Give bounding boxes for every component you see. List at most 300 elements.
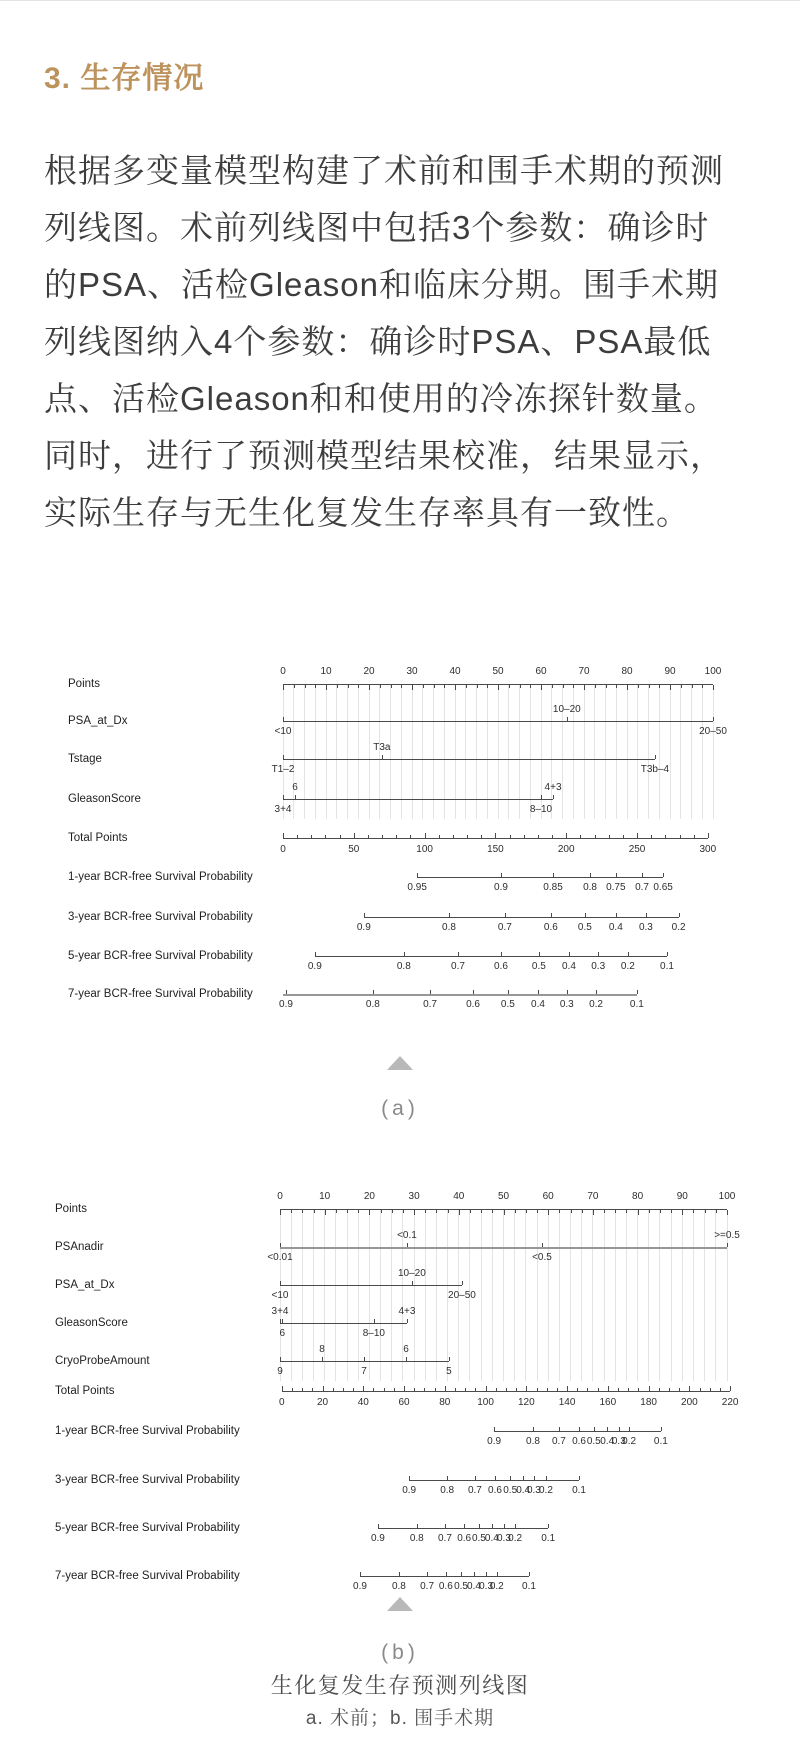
tick-label: 0.7 [497,922,512,933]
tick-label: 0.4 [561,961,576,972]
tick-label: 0.6 [457,1533,472,1544]
tick-label: 0.5 [503,1485,518,1496]
nomogram-chart-b [0,1,800,1758]
tick-label: 4+3 [544,782,562,793]
tick-label: 0.9 [402,1485,417,1496]
axis-tick [515,1524,516,1528]
axis-tick [537,1388,538,1391]
axis-tick [638,1388,639,1391]
axis-tick [461,1572,462,1576]
axis-tick [546,1476,547,1480]
tick-label: 0.85 [543,882,563,893]
axis-tick [679,1388,680,1391]
tick-label: 0.6 [572,1436,586,1447]
tick-label: 0.65 [653,882,673,893]
axis-tick [424,1388,425,1391]
axis-tick [615,1210,616,1213]
axis-tick [373,1388,374,1391]
nomogram-row-label: Total Points [68,832,128,844]
paragraph-line: 根据多变量模型构建了术前和围手术期的预测 [44,152,724,189]
paragraph-line: 同时，进行了预测模型结果校准，结果显示， [44,437,724,474]
tick-label: 250 [628,844,646,855]
axis-tick [559,1427,560,1431]
axis-tick [475,1388,476,1391]
tick-label: 80 [632,1191,644,1202]
tick-label: 7 [361,1366,367,1377]
tick-label: 100 [718,1191,736,1202]
tick-label: 0.1 [653,1436,668,1447]
tick-label: 0.3 [496,1533,511,1544]
gridline [671,1210,672,1381]
tick-label: 0.1 [572,1485,586,1496]
tick-label: 100 [416,844,433,855]
axis-tick [280,1319,281,1323]
axis-tick [494,1427,495,1431]
figure-caption-sub: a. 术前；b. 围手术期 [305,1708,495,1729]
tick-label: <0.01 [267,1252,293,1263]
tick-label: <10 [274,726,292,737]
tick-label: 10–20 [397,1268,426,1279]
nomogram-row-label: GleasonScore [55,1317,128,1329]
tick-label: 200 [557,844,575,855]
axis-tick [506,1388,507,1391]
axis-tick [378,1524,379,1528]
tick-label: 60 [542,1191,554,1202]
axis-tick [292,1388,293,1391]
axis-tick [412,1281,413,1285]
tick-label: 0 [279,1397,285,1408]
nomogram-row-label: GleasonScore [68,793,141,805]
tick-label: 0.9 [307,961,322,972]
axis-tick [504,1524,505,1528]
axis-tick [497,1572,498,1576]
tick-label: 8–10 [362,1328,385,1339]
axis-tick [649,1386,650,1391]
axis-tick [567,1386,568,1391]
axis-tick [604,1210,605,1213]
axis-tick [481,1210,482,1213]
tick-label: <10 [271,1290,289,1301]
axis-tick [336,1210,337,1213]
axis-tick [302,1210,303,1213]
axis-tick [417,1524,418,1528]
gridline [682,1210,683,1381]
axis-tick [302,1388,303,1391]
tick-label: 0.9 [487,1436,502,1447]
axis-tick [619,1427,620,1431]
tick-label: 6 [292,782,298,793]
tick-label: 0.3 [611,1436,626,1447]
axis-tick [465,1388,466,1391]
axis-tick [628,1388,629,1391]
nomogram-row-label: PSAnadir [55,1241,104,1253]
axis-tick [629,1427,630,1431]
tick-label: 220 [721,1397,739,1408]
axis-tick [593,1210,594,1215]
tick-label: 0.7 [635,882,649,893]
tick-label: 30 [406,666,418,677]
axis-tick [403,1210,404,1213]
tick-label: 0.9 [353,1581,367,1592]
tick-label: 0.2 [508,1533,523,1544]
axis-tick [693,1210,694,1213]
axis-tick [594,1427,595,1431]
tick-label: 0.1 [629,999,644,1010]
tick-label: 0 [280,844,286,855]
axis-tick [649,1210,650,1213]
axis-tick [486,1572,487,1576]
axis-tick [571,1210,572,1213]
figure-caption: 生化复发生存预测列线图 [270,1673,530,1698]
tick-label: 0.1 [660,961,674,972]
axis-tick [548,1210,549,1215]
paragraph-line: 列线图。术前列线图中包括3个参数：确诊时 [44,209,710,246]
tick-label: 0.5 [577,922,592,933]
tick-label: 0.5 [531,961,546,972]
tick-label: 0.5 [500,999,515,1010]
axis-tick [587,1388,588,1391]
gridline [380,1210,381,1381]
axis-tick [459,1210,460,1215]
gridline [537,1210,538,1381]
tick-label: 0.3 [638,922,653,933]
gridline [358,1210,359,1381]
axis-tick [579,1476,580,1480]
tick-label: 0.7 [467,1485,482,1496]
tick-label: 0.8 [396,961,411,972]
tick-label: 0.9 [370,1533,385,1544]
tick-label: 0.8 [409,1533,424,1544]
tick-label: 0 [277,1191,283,1202]
tick-label: 0.6 [488,1485,502,1496]
axis-tick [671,1210,672,1213]
gridline [369,1210,370,1381]
tick-label: 100 [704,666,722,677]
tick-label: 200 [681,1397,698,1408]
axis-tick [492,1210,493,1213]
gridline [581,1210,582,1381]
gridline [548,1210,549,1381]
tick-label: 0.2 [671,922,686,933]
axis-tick [529,1572,530,1576]
axis-tick [445,1524,446,1528]
tick-label: 90 [664,666,676,677]
tick-label: 0.2 [622,1436,637,1447]
tick-label: 4+3 [398,1306,416,1317]
axis-tick [280,1243,281,1247]
axis-tick [364,1357,365,1361]
axis-tick [659,1388,660,1391]
axis-tick [510,1476,511,1480]
axis-tick [515,1210,516,1213]
gridline [514,1210,515,1381]
tick-label: 10 [320,666,332,677]
tick-label: 0.3 [591,961,606,972]
tick-label: >=0.5 [714,1230,740,1241]
nomogram-row-label: Points [68,678,100,690]
axis-tick [470,1210,471,1213]
axis-tick [282,1386,283,1391]
tick-label: 0.3 [526,1485,541,1496]
axis-tick [414,1388,415,1391]
axis-tick [474,1572,475,1576]
tick-label: 0.4 [484,1533,499,1544]
axis-tick [363,1386,364,1391]
tick-label: 0.8 [583,882,597,893]
nomogram-row-label: 5-year BCR-free Survival Probability [55,1522,240,1534]
axis-line [282,1391,730,1392]
axis-tick [414,1210,415,1215]
axis-tick [407,1319,408,1323]
tick-label: 0.4 [467,1581,481,1592]
tick-label: 0.5 [454,1581,468,1592]
gridline [492,1210,493,1381]
tick-label: 100 [477,1397,494,1408]
tick-label: 0.1 [522,1581,536,1592]
axis-tick [716,1210,717,1213]
axis-tick [579,1427,580,1431]
tick-label: <0.5 [532,1252,552,1263]
axis-tick [682,1210,683,1215]
tick-label: 0.7 [451,961,465,972]
gridline [637,1210,638,1381]
axis-tick [730,1386,731,1391]
gridline [570,1210,571,1381]
axis-tick [427,1572,428,1576]
tick-label: 0.3 [479,1581,494,1592]
axis-tick [598,1388,599,1391]
tick-label: 90 [676,1191,688,1202]
gridline [693,1210,694,1381]
tick-label: 0.4 [531,999,545,1010]
tick-label: 20 [363,1191,375,1202]
tick-label: 0.9 [279,999,293,1010]
axis-tick [323,1386,324,1391]
tick-label: 0.6 [543,922,558,933]
tick-label: 20–50 [448,1290,476,1301]
axis-tick [347,1210,348,1213]
axis-tick [436,1210,437,1213]
nomogram-row-label: 3-year BCR-free Survival Probability [55,1474,240,1486]
axis-tick [360,1572,361,1576]
axis-tick [669,1388,670,1391]
gridline [659,1210,660,1381]
tick-label: 0.2 [620,961,635,972]
nomogram-row-label: 3-year BCR-free Survival Probability [68,911,253,923]
axis-tick [626,1210,627,1213]
tick-label: 0.7 [420,1581,435,1592]
axis-tick [660,1210,661,1213]
axis-line [409,1480,579,1481]
gridline [559,1210,560,1381]
tick-label: T3b–4 [640,764,670,775]
axis-tick [394,1388,395,1391]
tick-label: 0 [280,666,286,677]
axis-tick [607,1427,608,1431]
tick-label: 0.8 [440,1485,455,1496]
nomogram-row-label: Points [55,1203,87,1215]
collapse-arrow-icon[interactable] [387,1056,413,1070]
axis-tick [534,1476,535,1480]
axis-line [378,1528,548,1529]
axis-tick [689,1386,690,1391]
tick-label: 40 [357,1397,369,1408]
gridline [615,1210,616,1381]
tick-label: 150 [487,844,504,855]
tick-label: 3+4 [271,1306,289,1317]
tick-label: 0.2 [489,1581,504,1592]
nomogram-row-label: 7-year BCR-free Survival Probability [55,1570,240,1582]
axis-tick [559,1210,560,1213]
tick-label: 40 [449,666,461,677]
collapse-arrow-icon[interactable] [387,1597,413,1611]
gridline [347,1210,348,1381]
tick-label: 80 [621,666,633,677]
axis-tick [447,1476,448,1480]
tick-label: 140 [558,1397,576,1408]
tick-label: 30 [408,1191,420,1202]
axis-tick [343,1388,344,1391]
axis-line [280,1323,407,1324]
axis-tick [479,1524,480,1528]
axis-line [280,1285,462,1286]
axis-tick [523,1476,524,1480]
axis-tick [700,1388,701,1391]
axis-line [280,1361,449,1362]
tick-label: 0.6 [494,961,508,972]
tick-label: 0.8 [526,1436,540,1447]
nomogram-row-label: 1-year BCR-free Survival Probability [55,1425,240,1437]
axis-tick [280,1357,281,1361]
axis-tick [495,1476,496,1480]
gridline [648,1210,649,1381]
axis-tick [464,1524,465,1528]
nomogram-row-label: 7-year BCR-free Survival Probability [68,988,253,1000]
axis-tick [492,1524,493,1528]
axis-tick [445,1386,446,1391]
axis-tick [392,1210,393,1213]
axis-tick [325,1210,326,1215]
paragraph-line: 列线图纳入4个参数：确诊时PSA、PSA最低 [44,323,712,360]
gridline [503,1210,504,1381]
axis-line [280,1247,727,1249]
tick-label: 10–20 [552,704,581,715]
axis-tick [404,1386,405,1391]
tick-label: 300 [699,844,717,855]
tick-label: 8–10 [529,804,553,815]
axis-line [360,1576,529,1577]
tick-label: 6 [403,1344,409,1355]
axis-tick [533,1427,534,1431]
axis-tick [399,1572,400,1576]
axis-tick [448,1210,449,1213]
axis-tick [333,1388,334,1391]
axis-tick [557,1388,558,1391]
nomogram-row-label: Tstage [68,753,102,765]
axis-tick [406,1357,407,1361]
tick-label: 60 [535,666,547,677]
nomogram-row-label: Total Points [55,1385,115,1397]
tick-label: 10 [319,1191,331,1202]
gridline [525,1210,526,1381]
tick-label: 50 [348,844,360,855]
axis-tick [314,1210,315,1213]
axis-tick [407,1243,408,1247]
tick-label: 60 [398,1397,410,1408]
axis-tick [516,1388,517,1391]
axis-tick [710,1388,711,1391]
axis-tick [381,1210,382,1213]
tick-label: 0.7 [423,999,437,1010]
tick-label: 160 [599,1397,617,1408]
tick-label: 0.2 [589,999,603,1010]
axis-tick [537,1210,538,1213]
gridline [436,1210,437,1381]
tick-label: 50 [492,666,504,677]
gridline [592,1210,593,1381]
tick-label: <0.1 [397,1230,417,1241]
paragraph-line: 实际生存与无生化复发生存率具有一致性。 [44,494,690,531]
tick-label: 0.9 [356,922,371,933]
axis-tick [608,1386,609,1391]
tick-label: 0.9 [494,882,508,893]
tick-label: T3a [373,742,391,753]
axis-tick [435,1388,436,1391]
axis-tick [446,1572,447,1576]
tick-label: 0.8 [442,922,456,933]
tick-label: 120 [517,1397,535,1408]
tick-label: 50 [497,1191,510,1202]
axis-tick [449,1357,450,1361]
axis-tick [291,1210,292,1213]
tick-label: 0.7 [551,1436,566,1447]
nomogram-row-label: PSA_at_Dx [55,1279,115,1291]
paragraph-line: 的PSA、活检Gleason和临床分期。围手术期 [44,266,719,303]
axis-tick [618,1388,619,1391]
axis-tick [720,1388,721,1391]
axis-tick [486,1386,487,1391]
axis-tick [548,1524,549,1528]
axis-tick [280,1281,281,1285]
figure-label-a: (a) [381,1097,419,1120]
tick-label: 0.5 [471,1533,486,1544]
tick-label: 3+4 [274,804,292,815]
tick-label: 70 [578,666,590,677]
axis-tick [312,1388,313,1391]
tick-label: 8 [319,1344,325,1355]
tick-label: 40 [453,1191,465,1202]
tick-label: T1–2 [271,764,295,775]
axis-tick [638,1210,639,1215]
axis-tick [374,1319,375,1323]
figure-label-b: (b) [381,1641,419,1664]
tick-label: 0.75 [606,882,626,893]
tick-label: 0.7 [437,1533,452,1544]
axis-tick [547,1388,548,1391]
axis-tick [353,1388,354,1391]
axis-tick [526,1386,527,1391]
axis-tick [282,1319,283,1323]
tick-label: 9 [277,1366,283,1377]
axis-tick [462,1281,463,1285]
tick-label: 0.8 [365,999,380,1010]
axis-tick [526,1210,527,1213]
tick-label: 20 [363,666,375,677]
tick-label: 180 [640,1397,657,1408]
tick-label: 70 [587,1191,599,1202]
axis-tick [455,1388,456,1391]
tick-label: 80 [439,1397,451,1408]
